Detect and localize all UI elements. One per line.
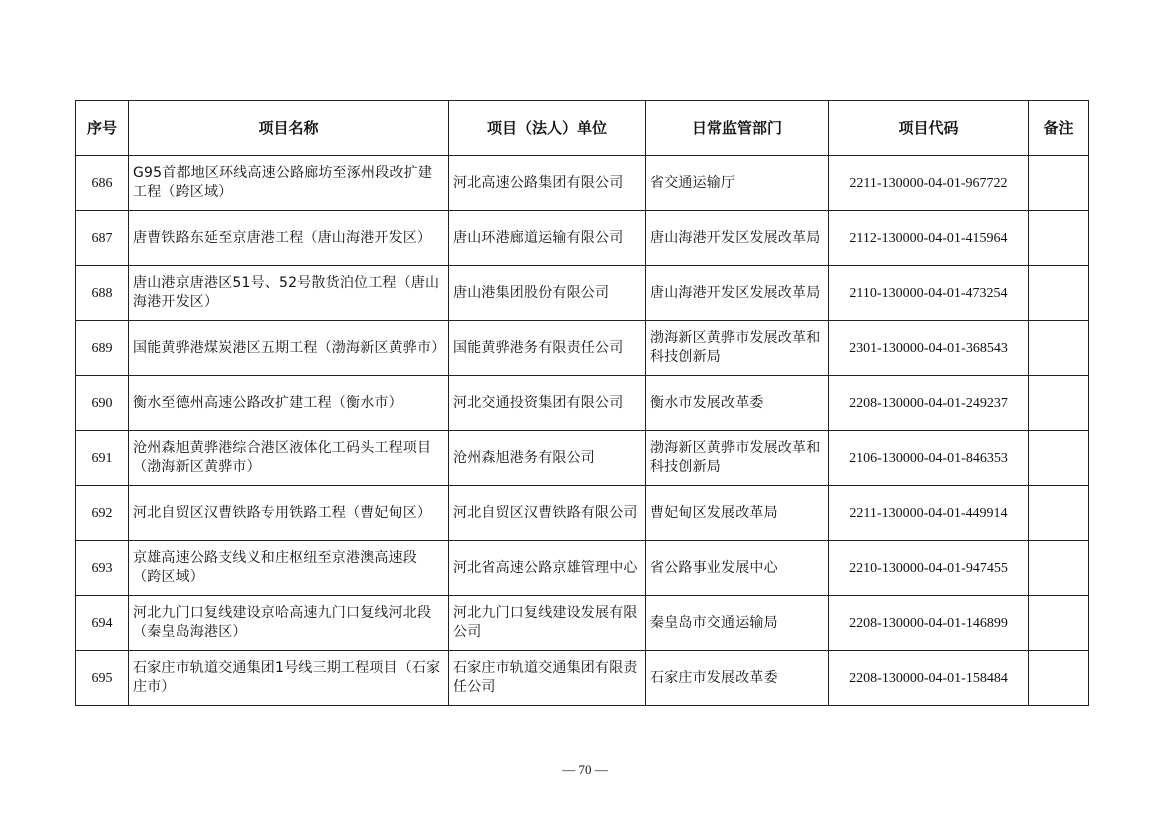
cell-supervision-dept: 曹妃甸区发展改革局 — [646, 486, 829, 541]
header-supervision-dept: 日常监管部门 — [646, 101, 829, 156]
cell-project-code: 2110-130000-04-01-473254 — [829, 266, 1029, 321]
cell-remark — [1029, 156, 1089, 211]
page-number: — 70 — — [562, 762, 608, 777]
cell-legal-unit: 唐山港集团股份有限公司 — [449, 266, 646, 321]
cell-supervision-dept: 秦皇岛市交通运输局 — [646, 596, 829, 651]
table-row — [76, 651, 1089, 706]
cell-legal-unit: 河北九门口复线建设发展有限公司 — [449, 596, 646, 651]
cell-project-name: 唐山港京唐港区51号、52号散货泊位工程（唐山海港开发区） — [129, 266, 449, 321]
cell-supervision-dept: 衡水市发展改革委 — [646, 376, 829, 431]
cell-remark — [1029, 211, 1089, 266]
cell-project-code: 2208-130000-04-01-146899 — [829, 596, 1029, 651]
cell-project-code: 2211-130000-04-01-449914 — [829, 486, 1029, 541]
cell-supervision-dept: 省交通运输厅 — [646, 156, 829, 211]
table-row — [76, 376, 1089, 431]
cell-remark — [1029, 651, 1089, 706]
header-project-code: 项目代码 — [829, 101, 1029, 156]
table-row — [76, 486, 1089, 541]
table-body — [76, 156, 1089, 706]
cell-supervision-dept: 唐山海港开发区发展改革局 — [646, 211, 829, 266]
cell-legal-unit: 沧州森旭港务有限公司 — [449, 431, 646, 486]
cell-project-name: 石家庄市轨道交通集团1号线三期工程项目（石家庄市） — [129, 651, 449, 706]
table-row — [76, 321, 1089, 376]
cell-remark — [1029, 376, 1089, 431]
table-row — [76, 266, 1089, 321]
cell-project-name: 衡水至德州高速公路改扩建工程（衡水市） — [129, 376, 449, 431]
cell-no: 688 — [76, 266, 129, 321]
cell-legal-unit: 国能黄骅港务有限责任公司 — [449, 321, 646, 376]
cell-no: 691 — [76, 431, 129, 486]
header-remark: 备注 — [1029, 101, 1089, 156]
cell-legal-unit: 石家庄市轨道交通集团有限责任公司 — [449, 651, 646, 706]
cell-remark — [1029, 266, 1089, 321]
cell-no: 693 — [76, 541, 129, 596]
cell-no: 692 — [76, 486, 129, 541]
cell-remark — [1029, 596, 1089, 651]
cell-supervision-dept: 省公路事业发展中心 — [646, 541, 829, 596]
cell-project-name: 河北自贸区汉曹铁路专用铁路工程（曹妃甸区） — [129, 486, 449, 541]
cell-supervision-dept: 渤海新区黄骅市发展改革和科技创新局 — [646, 321, 829, 376]
cell-project-code: 2301-130000-04-01-368543 — [829, 321, 1029, 376]
cell-supervision-dept: 渤海新区黄骅市发展改革和科技创新局 — [646, 431, 829, 486]
cell-supervision-dept: 石家庄市发展改革委 — [646, 651, 829, 706]
cell-remark — [1029, 541, 1089, 596]
cell-project-code: 2112-130000-04-01-415964 — [829, 211, 1029, 266]
cell-project-name: 河北九门口复线建设京哈高速九门口复线河北段（秦皇岛海港区） — [129, 596, 449, 651]
header-no: 序号 — [76, 101, 129, 156]
cell-project-code: 2208-130000-04-01-249237 — [829, 376, 1029, 431]
cell-project-name: 唐曹铁路东延至京唐港工程（唐山海港开发区） — [129, 211, 449, 266]
cell-project-code: 2211-130000-04-01-967722 — [829, 156, 1029, 211]
table-row — [76, 541, 1089, 596]
cell-project-code: 2106-130000-04-01-846353 — [829, 431, 1029, 486]
cell-legal-unit: 河北高速公路集团有限公司 — [449, 156, 646, 211]
cell-project-name: 京雄高速公路支线义和庄枢纽至京港澳高速段（跨区域） — [129, 541, 449, 596]
cell-no: 687 — [76, 211, 129, 266]
cell-project-code: 2208-130000-04-01-158484 — [829, 651, 1029, 706]
cell-project-name: 沧州森旭黄骅港综合港区液体化工码头工程项目（渤海新区黄骅市） — [129, 431, 449, 486]
cell-remark — [1029, 431, 1089, 486]
cell-no: 695 — [76, 651, 129, 706]
header-project-name: 项目名称 — [129, 101, 449, 156]
project-table — [75, 100, 1089, 706]
header-row — [76, 101, 1089, 156]
cell-legal-unit: 河北自贸区汉曹铁路有限公司 — [449, 486, 646, 541]
header-legal-unit: 项目（法人）单位 — [449, 101, 646, 156]
cell-no: 694 — [76, 596, 129, 651]
table-header — [76, 101, 1089, 156]
cell-supervision-dept: 唐山海港开发区发展改革局 — [646, 266, 829, 321]
cell-legal-unit: 河北省高速公路京雄管理中心 — [449, 541, 646, 596]
table-row — [76, 211, 1089, 266]
cell-remark — [1029, 486, 1089, 541]
cell-legal-unit: 河北交通投资集团有限公司 — [449, 376, 646, 431]
cell-legal-unit: 唐山环港廊道运输有限公司 — [449, 211, 646, 266]
cell-project-name: 国能黄骅港煤炭港区五期工程（渤海新区黄骅市） — [129, 321, 449, 376]
cell-project-code: 2210-130000-04-01-947455 — [829, 541, 1029, 596]
cell-no: 689 — [76, 321, 129, 376]
table-row — [76, 156, 1089, 211]
table-row — [76, 431, 1089, 486]
cell-remark — [1029, 321, 1089, 376]
table-row — [76, 596, 1089, 651]
cell-no: 690 — [76, 376, 129, 431]
cell-project-name: G95首都地区环线高速公路廊坊至涿州段改扩建工程（跨区域） — [129, 156, 449, 211]
cell-no: 686 — [76, 156, 129, 211]
